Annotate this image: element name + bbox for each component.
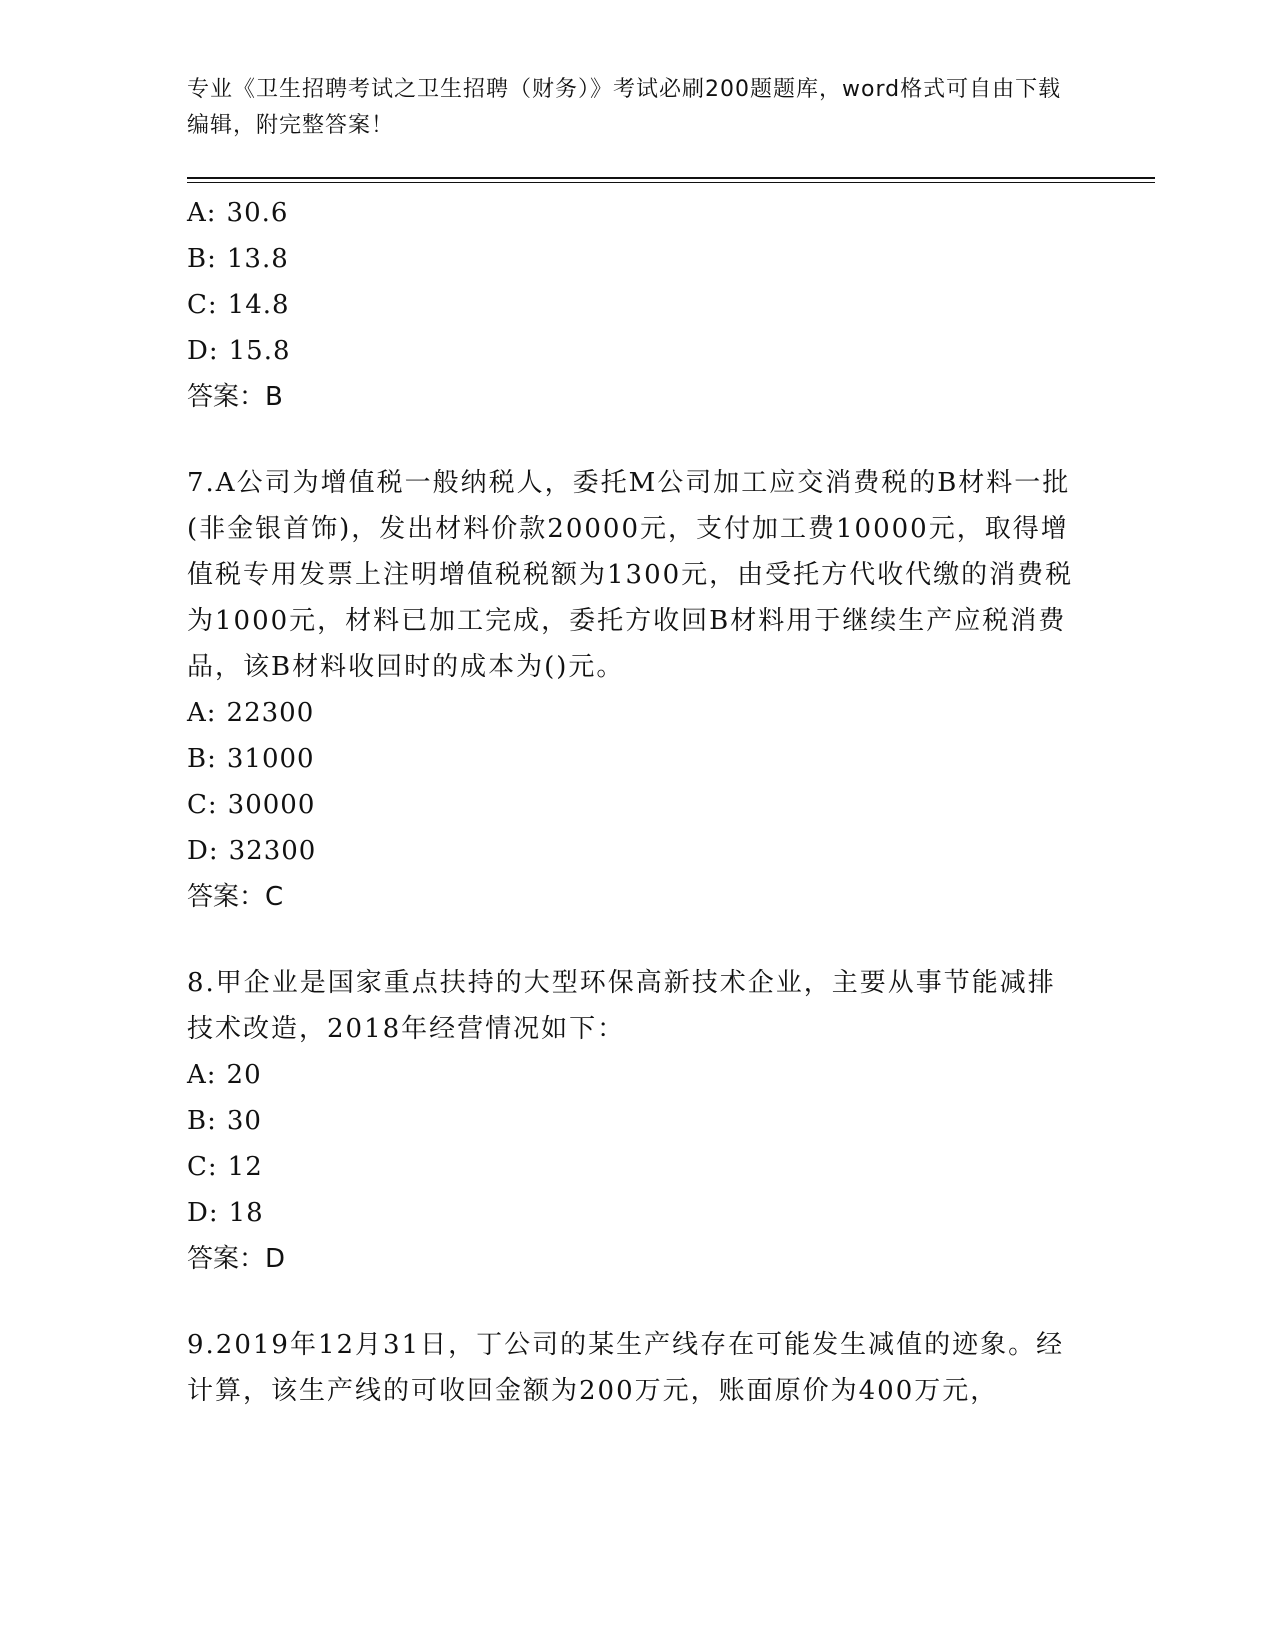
option-b: B: 31000 <box>187 744 315 774</box>
option-d: D: 32300 <box>187 836 317 866</box>
option-c: C: 12 <box>187 1152 263 1182</box>
answer-line: 答案：B <box>187 382 283 412</box>
question-block-6-tail <box>187 190 1077 420</box>
option-a: A: 30.6 <box>187 198 289 228</box>
question-block-9 <box>187 1322 1077 1414</box>
question-stem: 7.A公司为增值税一般纳税人，委托M公司加工应交消费税的B材料一批(非金银首饰)，发出材料价款20000元，支付加工费10000元，取得增值税专用发票上注明增值税税额为1300元，由受托方代收代缴的消费税为1000元，材料已加工完成，委托方收回B材料用于继续生产应税消费品，该B材料收回时的成本为()元。 <box>187 468 1074 682</box>
question-stem: 9.2019年12月31日，丁公司的某生产线存在可能发生减值的迹象。经计算，该生产线的可收回金额为200万元，账面原价为400万元， <box>187 1330 1065 1406</box>
answer-line: 答案：D <box>187 1244 286 1274</box>
document-header: 专业《卫生招聘考试之卫生招聘（财务）》考试必刷200题题库，word格式可自由下载编辑，附完整答案！ <box>187 77 1062 138</box>
question-block-8 <box>187 960 1077 1282</box>
option-c: C: 14.8 <box>187 290 290 320</box>
question-block-7 <box>187 460 1077 920</box>
option-c: C: 30000 <box>187 790 316 820</box>
option-a: A: 22300 <box>187 698 315 728</box>
option-d: D: 15.8 <box>187 336 291 366</box>
option-b: B: 30 <box>187 1106 262 1136</box>
question-stem: 8.甲企业是国家重点扶持的大型环保高新技术企业，主要从事节能减排技术改造，2018年经营情况如下： <box>187 968 1056 1044</box>
document-body <box>187 190 1077 1414</box>
option-a: A: 20 <box>187 1060 262 1090</box>
answer-line: 答案：C <box>187 882 284 912</box>
header-divider-thick <box>187 177 1155 179</box>
header-divider-thin <box>187 182 1155 183</box>
option-b: B: 13.8 <box>187 244 289 274</box>
option-d: D: 18 <box>187 1198 264 1228</box>
